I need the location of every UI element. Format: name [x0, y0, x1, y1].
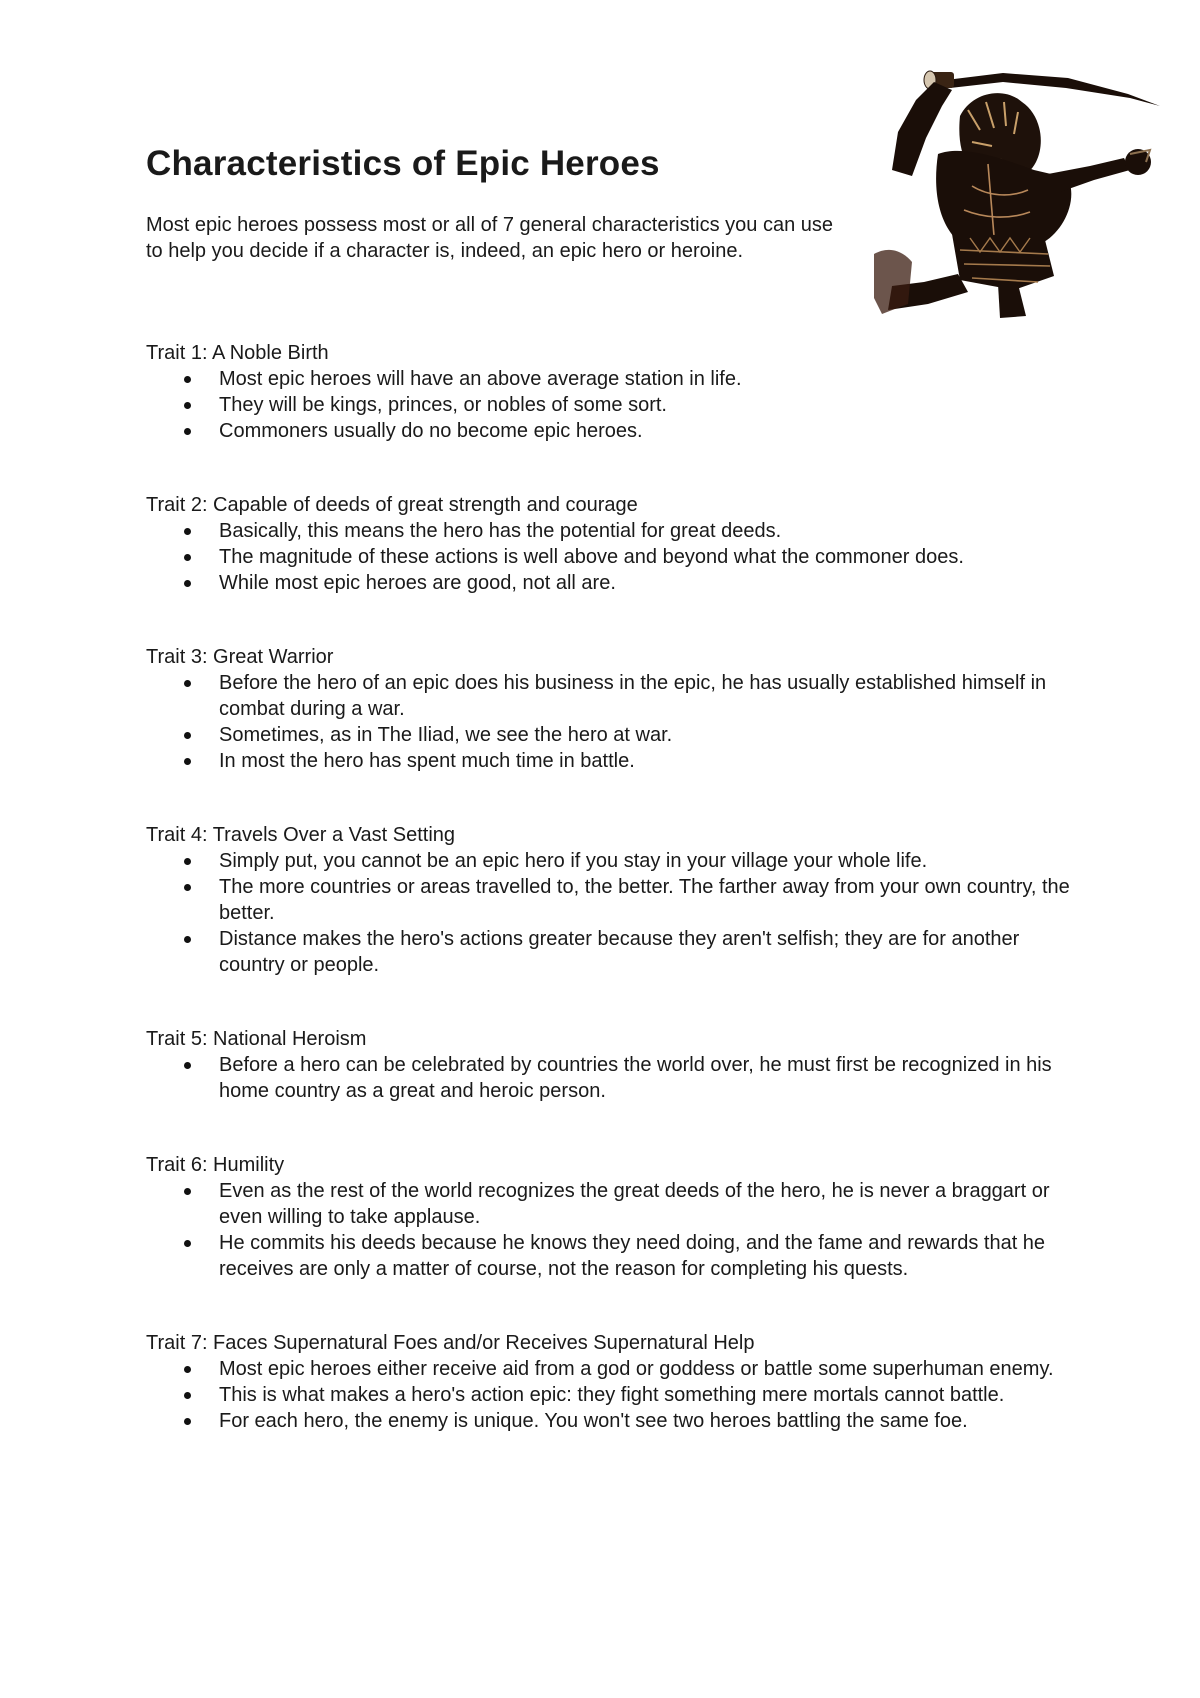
- bullet-text: They will be kings, princes, or nobles of some sort.: [219, 394, 667, 416]
- trait-heading: Trait 6: Humility: [146, 1154, 285, 1176]
- bullet-dot-icon: [184, 680, 191, 687]
- bullet-item: [146, 518, 1086, 544]
- bullet-dot-icon: [184, 428, 191, 435]
- trait-section: [146, 822, 1086, 978]
- bullet-item: [146, 366, 1086, 392]
- bullet-item: [146, 1230, 1086, 1282]
- bullet-text: Commoners usually do no become epic heroes.: [219, 420, 643, 442]
- bullet-item: [146, 670, 1086, 722]
- bullet-dot-icon: [184, 554, 191, 561]
- bullet-dot-icon: [184, 580, 191, 587]
- bullet-text: Sometimes, as in The Iliad, we see the hero at war.: [219, 724, 673, 746]
- trait-heading: Trait 3: Great Warrior: [146, 646, 334, 668]
- bullet-text: In most the hero has spent much time in battle.: [219, 750, 635, 772]
- bullet-item: [146, 418, 1086, 444]
- document-title: Characteristics of Epic Heroes: [146, 144, 660, 183]
- trait-section: [146, 1152, 1086, 1282]
- bullet-dot-icon: [184, 858, 191, 865]
- trait-section: [146, 1026, 1086, 1104]
- bullet-dot-icon: [184, 758, 191, 765]
- bullet-dot-icon: [184, 884, 191, 891]
- bullet-list: [146, 1052, 1086, 1104]
- bullet-list: [146, 848, 1086, 978]
- bullet-dot-icon: [184, 376, 191, 383]
- trait-heading: Trait 5: National Heroism: [146, 1028, 367, 1050]
- bullet-dot-icon: [184, 1240, 191, 1247]
- bullet-text: Basically, this means the hero has the potential for great deeds.: [219, 520, 782, 542]
- bullet-text: Most epic heroes will have an above average station in life.: [219, 368, 742, 390]
- bullet-text: Even as the rest of the world recognizes the great deeds of the hero, he is never a braggart or even willing to take applause.: [219, 1180, 1050, 1228]
- bullet-text: Before the hero of an epic does his business in the epic, he has usually established himself in combat during a war.: [219, 672, 1047, 720]
- trait-heading: Trait 1: A Noble Birth: [146, 342, 329, 364]
- trait-list: [146, 340, 1086, 1482]
- bullet-text: Distance makes the hero's actions greater because they aren't selfish; they are for another country or people.: [219, 928, 1020, 976]
- intro-paragraph: Most epic heroes possess most or all of 7 general characteristics you can use to help you decide if a character is, indeed, an epic hero or heroine.: [146, 214, 833, 262]
- bullet-dot-icon: [184, 1188, 191, 1195]
- bullet-text: While most epic heroes are good, not all are.: [219, 572, 616, 594]
- bullet-dot-icon: [184, 1392, 191, 1399]
- trait-section: [146, 340, 1086, 444]
- bullet-list: [146, 366, 1086, 444]
- bullet-item: [146, 748, 1086, 774]
- bullet-dot-icon: [184, 1062, 191, 1069]
- bullet-item: [146, 1178, 1086, 1230]
- trait-section: [146, 1330, 1086, 1434]
- bullet-text: This is what makes a hero's action epic: they fight something mere mortals cannot battle.: [219, 1384, 1005, 1406]
- bullet-item: [146, 392, 1086, 418]
- bullet-item: [146, 544, 1086, 570]
- bullet-text: Simply put, you cannot be an epic hero if you stay in your village your whole life.: [219, 850, 928, 872]
- bullet-text: Most epic heroes either receive aid from a god or goddess or battle some superhuman enemy.: [219, 1358, 1054, 1380]
- bullet-item: [146, 1356, 1086, 1382]
- bullet-item: [146, 722, 1086, 748]
- trait-section: [146, 492, 1086, 596]
- trait-heading: Trait 7: Faces Supernatural Foes and/or Receives Supernatural Help: [146, 1332, 755, 1354]
- bullet-item: [146, 1382, 1086, 1408]
- bullet-text: He commits his deeds because he knows they need doing, and the fame and rewards that he receives are only a matter of course, not the reason for completing his quests.: [219, 1232, 1046, 1280]
- bullet-item: [146, 1408, 1086, 1434]
- trait-heading: Trait 2: Capable of deeds of great strength and courage: [146, 494, 638, 516]
- bullet-list: [146, 1178, 1086, 1282]
- bullet-text: The magnitude of these actions is well above and beyond what the commoner does.: [219, 546, 964, 568]
- bullet-item: [146, 926, 1086, 978]
- bullet-text: The more countries or areas travelled to, the better. The farther away from your own country, the better.: [219, 876, 1070, 924]
- bullet-dot-icon: [184, 732, 191, 739]
- bullet-dot-icon: [184, 936, 191, 943]
- greek-warrior-with-sword-icon: [868, 58, 1168, 318]
- bullet-item: [146, 848, 1086, 874]
- bullet-item: [146, 874, 1086, 926]
- trait-heading: Trait 4: Travels Over a Vast Setting: [146, 824, 456, 846]
- bullet-item: [146, 570, 1086, 596]
- trait-section: [146, 644, 1086, 774]
- bullet-dot-icon: [184, 1366, 191, 1373]
- bullet-item: [146, 1052, 1086, 1104]
- bullet-text: Before a hero can be celebrated by countries the world over, he must first be recognized in his home country as a great and heroic person.: [219, 1054, 1052, 1102]
- bullet-dot-icon: [184, 1418, 191, 1425]
- bullet-dot-icon: [184, 402, 191, 409]
- bullet-list: [146, 670, 1086, 774]
- bullet-list: [146, 518, 1086, 596]
- bullet-text: For each hero, the enemy is unique. You won't see two heroes battling the same foe.: [219, 1410, 968, 1432]
- bullet-dot-icon: [184, 528, 191, 535]
- bullet-list: [146, 1356, 1086, 1434]
